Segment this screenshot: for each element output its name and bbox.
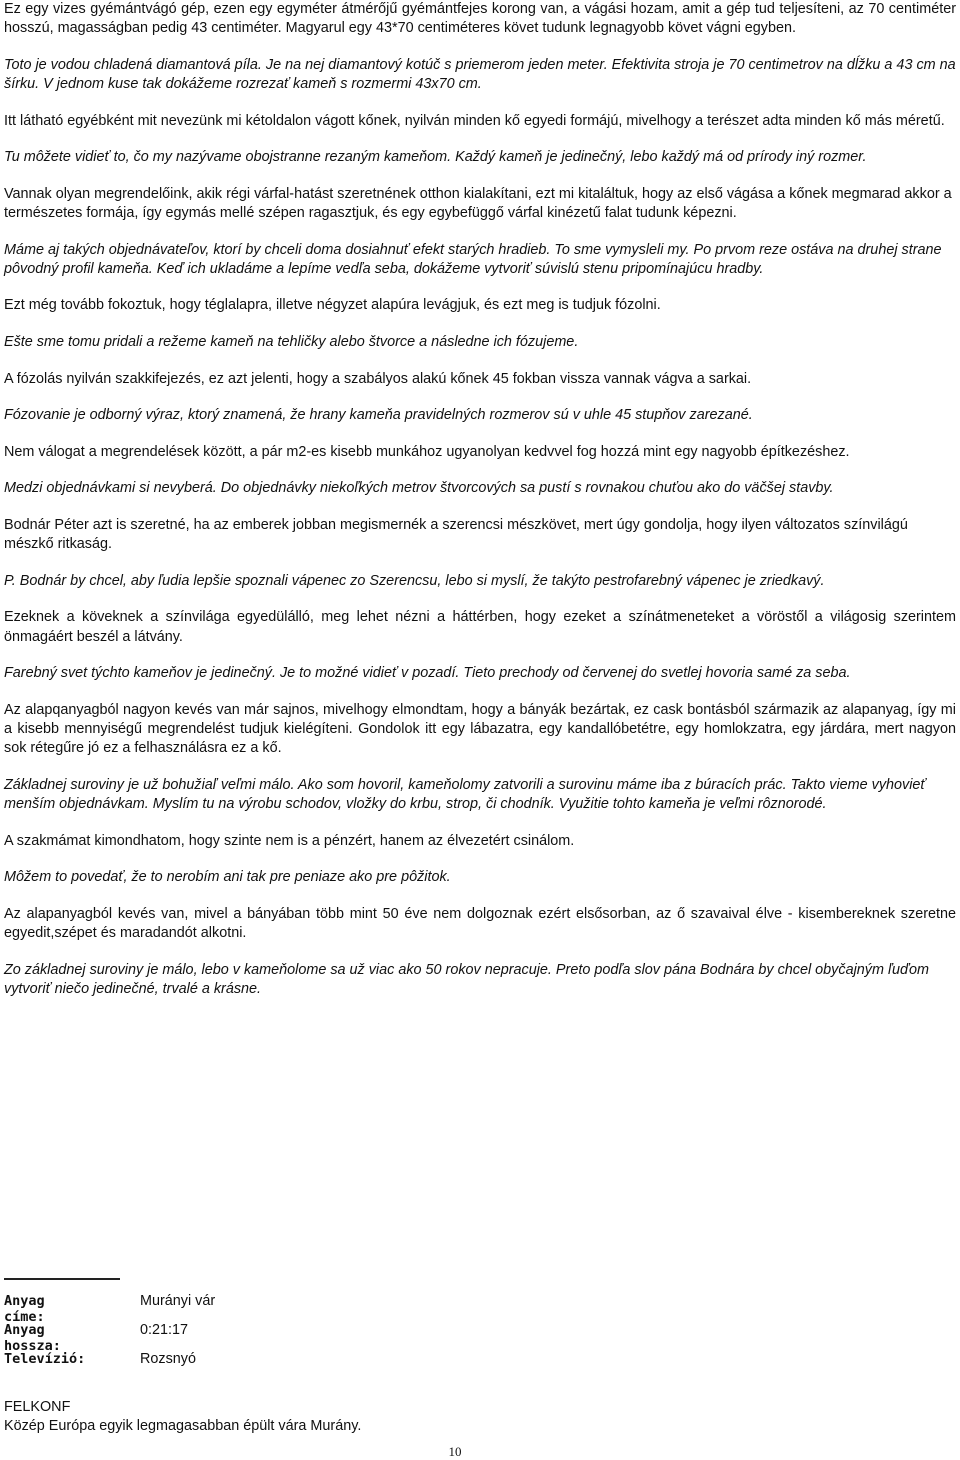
paragraph-hu: Ezeknek a köveknek a színvilága egyedülálló, meg lehet nézni a háttérben, hogy ezeket a színátmeneteket a vöröstől a világosig szerintem önmagáért beszél a látvány. [4,609,956,645]
paragraph-hu: Az alapanyagból kevés van, mivel a bányában több mint 50 éve nem dolgoznak ezért elsősorban, az ő szavaival élve - kisembereknek szeretne egyedit,szépet és maradandót alkotni. [4,905,956,941]
paragraph-sk: P. Bodnár by chcel, aby ľudia lepšie spoznali vápenec zo Szerencsu, lebo si myslí, že takýto pestrofarebný vápenec je zriedkavý. [4,572,825,589]
meta-value: Murányi vár [140,1293,216,1309]
paragraph-hu: Itt látható egyébként mit nevezünk mi kétoldalon vágott kőnek, nyilván minden kő egyedi formájú, mivelhogy a terészet adta minden kő más méretű. [4,112,945,129]
meta-value: Rozsnyó [140,1351,196,1367]
footer-text: Közép Európa egyik legmagasabban épült vára Murány. [4,1418,362,1434]
divider [4,1278,120,1280]
paragraph-sk: Môžem to povedať, že to nerobím ani tak pre peniaze ako pre pôžitok. [4,869,451,886]
meta-label: Anyag hossza: [4,1322,61,1354]
paragraph-hu: A fózolás nyilván szakkifejezés, ez azt jelenti, hogy a szabályos alakú kőnek 45 fokban vissza vannak vágva a sarkai. [4,370,752,387]
paragraph-sk: Toto je vodou chladená diamantová píla. Je na nej diamantový kotúč s priemerom jeden meter. Efektivita stroja je 70 centimetrov na dĺžku a 43 cm na šírku. V jednom kuse tak dokážeme rozrezať kameň s rozmermi 43x70 cm. [4,56,956,92]
paragraph-sk: Fózovanie je odborný výraz, ktorý znamená, že hrany kameňa pravidelných rozmerov sú v uhle 45 stupňov zarezané. [4,407,753,424]
paragraph-hu: Nem válogat a megrendelések között, a pár m2-es kisebb munkához ugyanolyan kedvvel fog hozzá mint egy nagyobb építkezéshez. [4,443,850,460]
paragraph-hu: Az alapqanyagból nagyon kevés van már sajnos, mivelhogy elmondtam, hogy a bányák bezártak, ez cask bontásból származik az alapanyag, így mi a kisebb mennyiségű megrendelést tudjuk kielégíteni. Gondolok itt egy lábazatra, egy kandallóbetétre, egy homlokzatra, egy járdára, mert nagyon sok rétegűre jó ez a felhasználásra ez a kő. [4,701,956,757]
meta-value: 0:21:17 [140,1322,189,1338]
document-body [4,0,956,1016]
meta-label: Anyag címe: [4,1293,45,1325]
page-number: 10 [448,1444,462,1459]
paragraph-sk: Základnej suroviny je už bohužiaľ veľmi málo. Ako som hovoril, kameňolomy zatvorili a surovinu máme iba z búracích prác. Takto vieme vyhovieť menším objednávkam. Myslím tu na výrobu schodov, vložky do krbu, strop, či chodník. Využitie tohto kameňa je veľmi rôznorodé. [4,776,926,812]
footer-note [4,1398,361,1436]
footer-heading: FELKONF [4,1399,71,1415]
paragraph-hu: Ezt még tovább fokoztuk, hogy téglalapra, illetve négyzet alapúra levágjuk, és ezt meg is tudjuk fózolni. [4,297,661,314]
meta-label: Televízió: [4,1351,86,1367]
paragraph-hu: Vannak olyan megrendelőink, akik régi várfal-hatást szeretnének otthon kialakítani, ezt mi kitaláltuk, hogy az első vágása a kőnek megmarad akkor a természetes formája, így egymás mellé szépen ragasztjuk, és egy egybefüggő várfal kinézetű falat tudunk képezni. [4,185,952,221]
paragraph-hu: Ez egy vizes gyémántvágó gép, ezen egy egyméter átmérőjű gyémántfejes korong van, a vágási hozam, amit a gép tud teljesíteni, az 70 centiméter hosszú, magasságban pedig 43 centiméter. Magyarul egy 43*70 centiméteres követ tudunk legnagyobb követ vágni egyben. [4,1,956,37]
paragraph-sk: Zo základnej suroviny je málo, lebo v kameňolome sa už viac ako 50 rokov nepracuje. Preto podľa slov pána Bodnára by chcel obyčajným ľuďom vytvoriť niečo jedinečné, trvalé a krásne. [4,961,929,997]
paragraph-sk: Farebný svet týchto kameňov je jedinečný. Je to možné vidieť v pozadí. Tieto prechody od červenej do svetlej hovoria samé za seba. [4,665,851,682]
paragraph-hu: Bodnár Péter azt is szeretné, ha az emberek jobban megismernék a szerencsi mészkövet, mert úgy gondolja, hogy ilyen változatos színvilágú mészkő ritkaság. [4,516,908,553]
paragraph-sk: Tu môžete vidieť to, čo my nazývame obojstranne rezaným kameňom. Každý kameň je jedinečný, lebo každý má od prírody iný rozmer. [4,149,867,166]
paragraph-sk: Máme aj takých objednávateľov, ktorí by chceli doma dosiahnuť efekt starých hradieb. To sme vymysleli my. Po prvom reze ostáva na druhej strane pôvodný profil kameňa. Keď ich ukladáme a lepíme vedľa seba, dokážeme vytvoriť súvislú stenu pripomínajúcu hradby. [4,241,942,277]
paragraph-hu: A szakmámat kimondhatom, hogy szinte nem is a pénzért, hanem az élvezetért csinálom. [4,832,575,849]
paragraph-sk: Ešte sme tomu pridali a režeme kameň na tehličky alebo štvorce a následne ich fózujeme. [4,333,579,350]
paragraph-sk: Medzi objednávkami si nevyberá. Do objednávky niekoľkých metrov štvorcových sa pustí s rovnakou chuťou ako do väčšej stavby. [4,480,834,497]
